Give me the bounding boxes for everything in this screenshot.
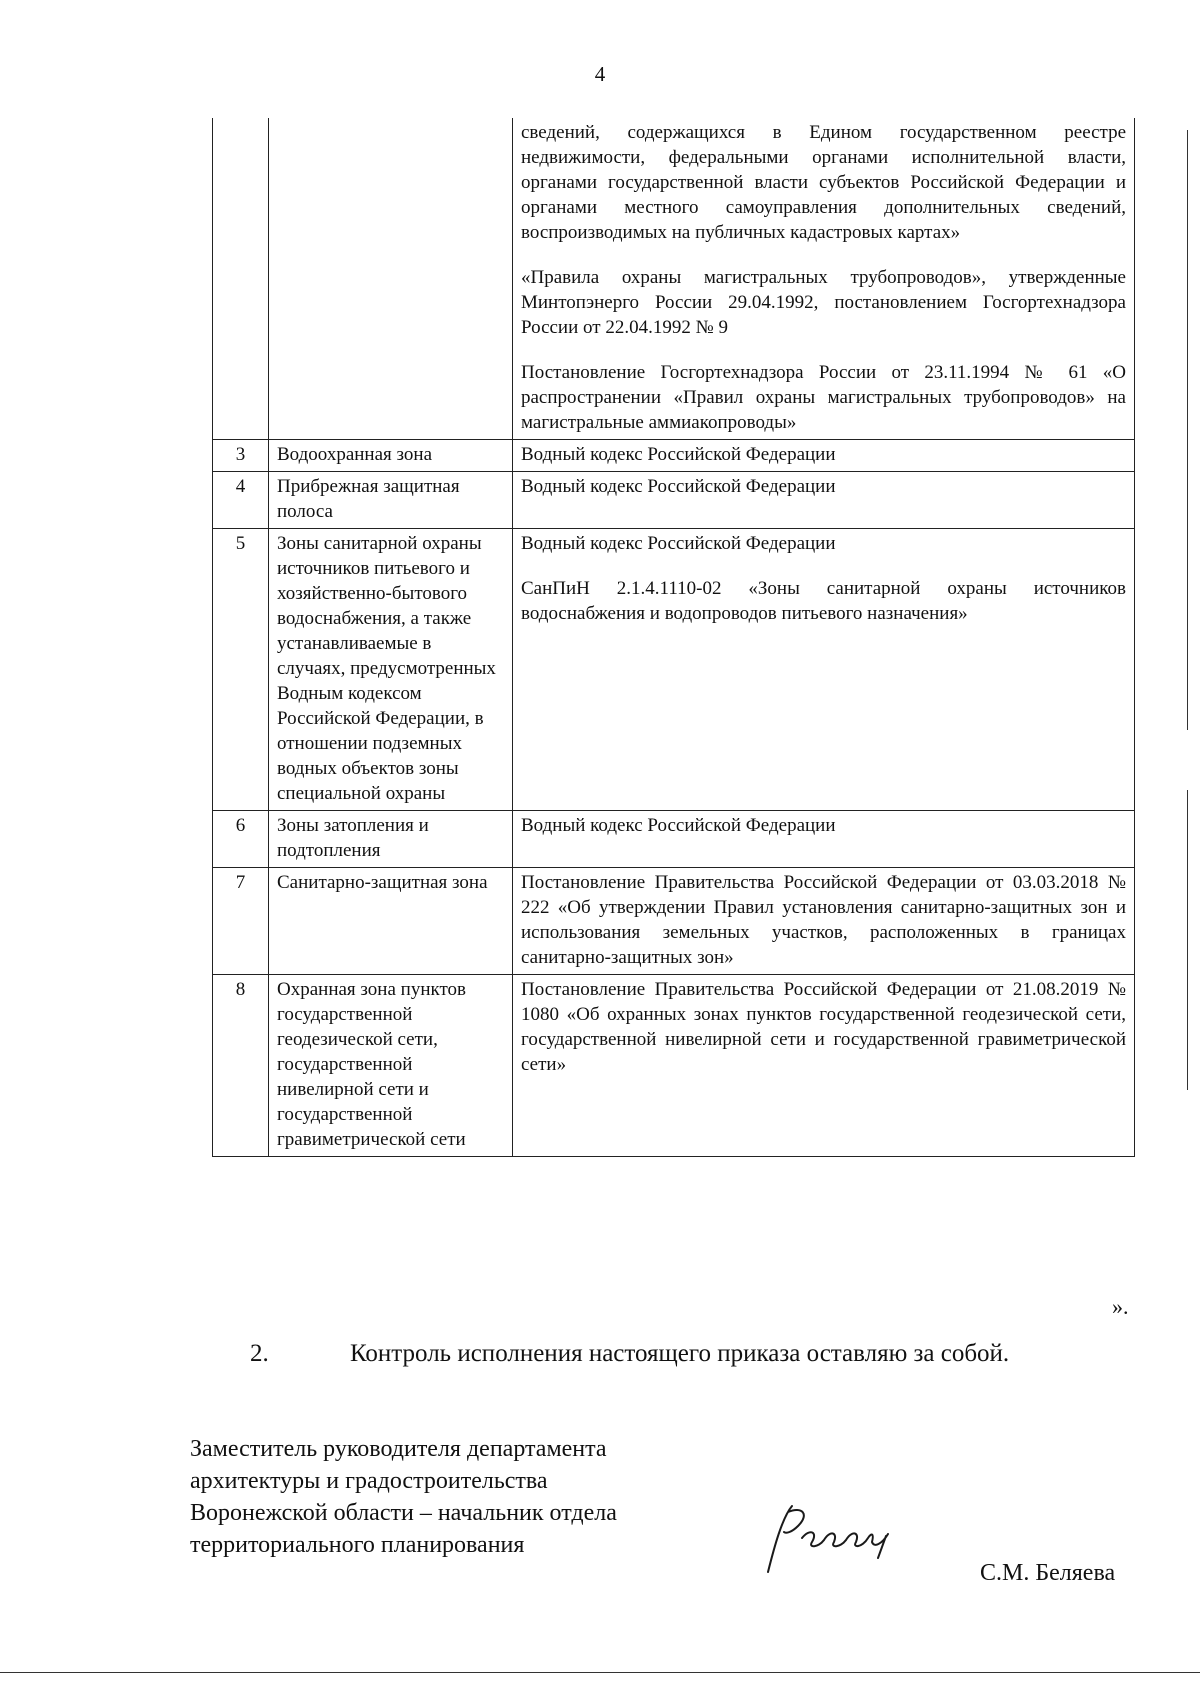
cell-number: 4 [213,472,269,529]
cell-basis: Водный кодекс Российской Федерации [513,811,1135,868]
table-row [213,975,1135,1157]
basis-paragraph: Водный кодекс Российской Федерации [521,533,836,554]
cell-number: 5 [213,529,269,811]
cell-basis: Водный кодекс Российской Федерации [513,472,1135,529]
scan-edge-line [1187,130,1188,730]
cell-basis: Постановление Правительства Российской Федерации от 21.08.2019 № 1080 «Об охранных зонах пунктов государственной геодезической сети, государственной нивелирной сети и государственной гравиметрической сети» [513,975,1135,1157]
basis-paragraph: СанПиН 2.1.4.1110-02 «Зоны санитарной охраны источников водоснабжения и водопроводов питьевого назначения» [521,578,1126,624]
page-number: 4 [594,62,606,86]
closing-quote: ». [1112,1294,1129,1319]
order-item-2 [250,1340,1130,1368]
table-row-continued [213,118,1135,440]
basis-paragraph: сведений, содержащихся в Едином государственном реестре недвижимости, федеральными органами исполнительной власти, органами государственной власти субъектов Российской Федерации и органами местного самоуправления дополнительных сведений, воспроизводимых на публичных кадастровых картах» [521,122,1126,243]
cell-zone [269,118,513,440]
cell-number: 7 [213,868,269,975]
handwritten-signature [758,1498,928,1576]
basis-paragraph: Постановление Госгортехнадзора России от 23.11.1994 № 61 «О распространении «Правил охраны магистральных трубопроводов» на магистральные аммиакопроводы» [521,362,1126,433]
cell-number [213,118,269,440]
item-text: Контроль исполнения настоящего приказа оставляю за собой. [350,1340,1010,1367]
cell-number: 8 [213,975,269,1157]
cell-basis [513,118,1135,440]
table-row [213,811,1135,868]
scan-bottom-edge [0,1672,1200,1673]
cell-basis [513,529,1135,811]
legal-basis-table [212,118,1135,1157]
cell-zone: Охранная зона пунктов государственной геодезической сети, государственной нивелирной сети и государственной гравиметрической сети [269,975,513,1157]
position-line: территориального планирования [190,1532,525,1558]
cell-basis: Водный кодекс Российской Федерации [513,440,1135,472]
cell-zone: Зоны затопления и подтопления [269,811,513,868]
signer-name: С.М. Беляева [980,1560,1116,1586]
cell-zone: Зоны санитарной охраны источников питьевого и хозяйственно-бытового водоснабжения, а также устанавливаемые в случаях, предусмотренных Водным кодексом Российской Федерации, в отношении подземных водных объектов зоны специальной охраны [269,529,513,811]
basis-paragraph: «Правила охраны магистральных трубопроводов», утвержденные Минтопэнерго России 29.04.1992, постановлением Госгортехнадзора России от 22.04.1992 № 9 [521,267,1126,338]
table-row [213,529,1135,811]
table-row [213,440,1135,472]
cell-number: 3 [213,440,269,472]
position-line: Заместитель руководителя департамента [190,1436,607,1462]
scan-edge-line [1187,790,1188,1090]
table-row [213,868,1135,975]
cell-zone: Прибрежная защитная полоса [269,472,513,529]
cell-basis: Постановление Правительства Российской Федерации от 03.03.2018 № 222 «Об утверждении Правил установления санитарно-защитных зон и использования земельных участков, расположенных в границах санитарно-защитных зон» [513,868,1135,975]
position-line: Воронежской области – начальник отдела [190,1500,617,1526]
table-row [213,472,1135,529]
cell-number: 6 [213,811,269,868]
cell-zone: Санитарно-защитная зона [269,868,513,975]
item-number: 2. [250,1340,269,1367]
position-line: архитектуры и градостроительства [190,1468,548,1494]
signatory-position [190,1433,617,1561]
cell-zone: Водоохранная зона [269,440,513,472]
